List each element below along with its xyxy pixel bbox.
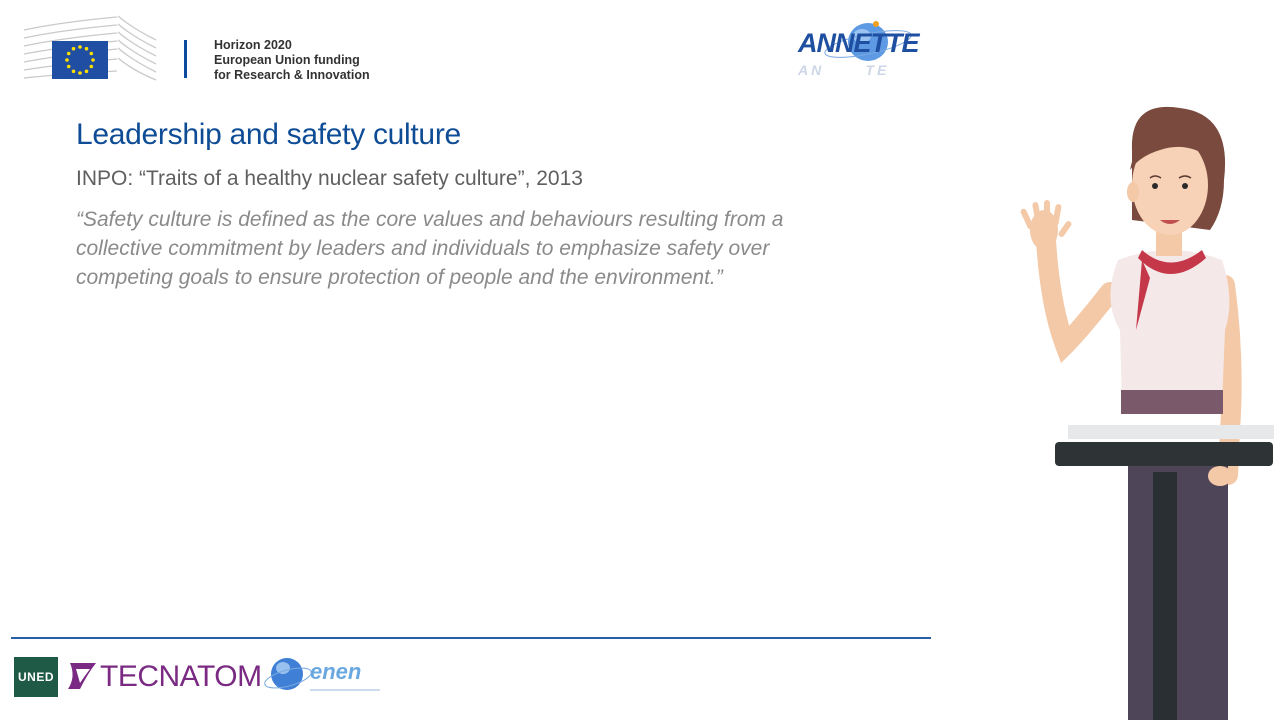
definition-quote (76, 205, 916, 292)
eu-flag-icon (52, 41, 108, 79)
header-divider (184, 40, 187, 78)
tecnatom-logo: TECNATOM (100, 660, 262, 693)
annette-logo-text: ANNETTE (798, 28, 919, 58)
funding-line-3: for Research & Innovation (214, 68, 370, 82)
quote-line-2: collective commitment by leaders and individuals to emphasize safety over (76, 237, 770, 260)
footer-divider (11, 637, 931, 639)
european-commission-logo (22, 14, 158, 82)
enen-logo: enen (310, 659, 362, 684)
uned-logo: UNED (14, 657, 58, 697)
tecnatom-mark-icon (66, 659, 98, 693)
funding-statement (214, 38, 370, 83)
funding-line-2: European Union funding (214, 53, 360, 67)
slide-subtitle: INPO: “Traits of a healthy nuclear safety culture”, 2013 (76, 167, 583, 190)
slide-title: Leadership and safety culture (76, 118, 461, 151)
funding-line-1: Horizon 2020 (214, 38, 292, 52)
presenter-illustration (1010, 100, 1280, 720)
quote-line-1: “Safety culture is defined as the core values and behaviours resulting from a (76, 208, 784, 231)
quote-line-3: competing goals to ensure protection of people and the environment.” (76, 266, 723, 289)
annette-logo-reflection: AN TE (798, 62, 890, 78)
